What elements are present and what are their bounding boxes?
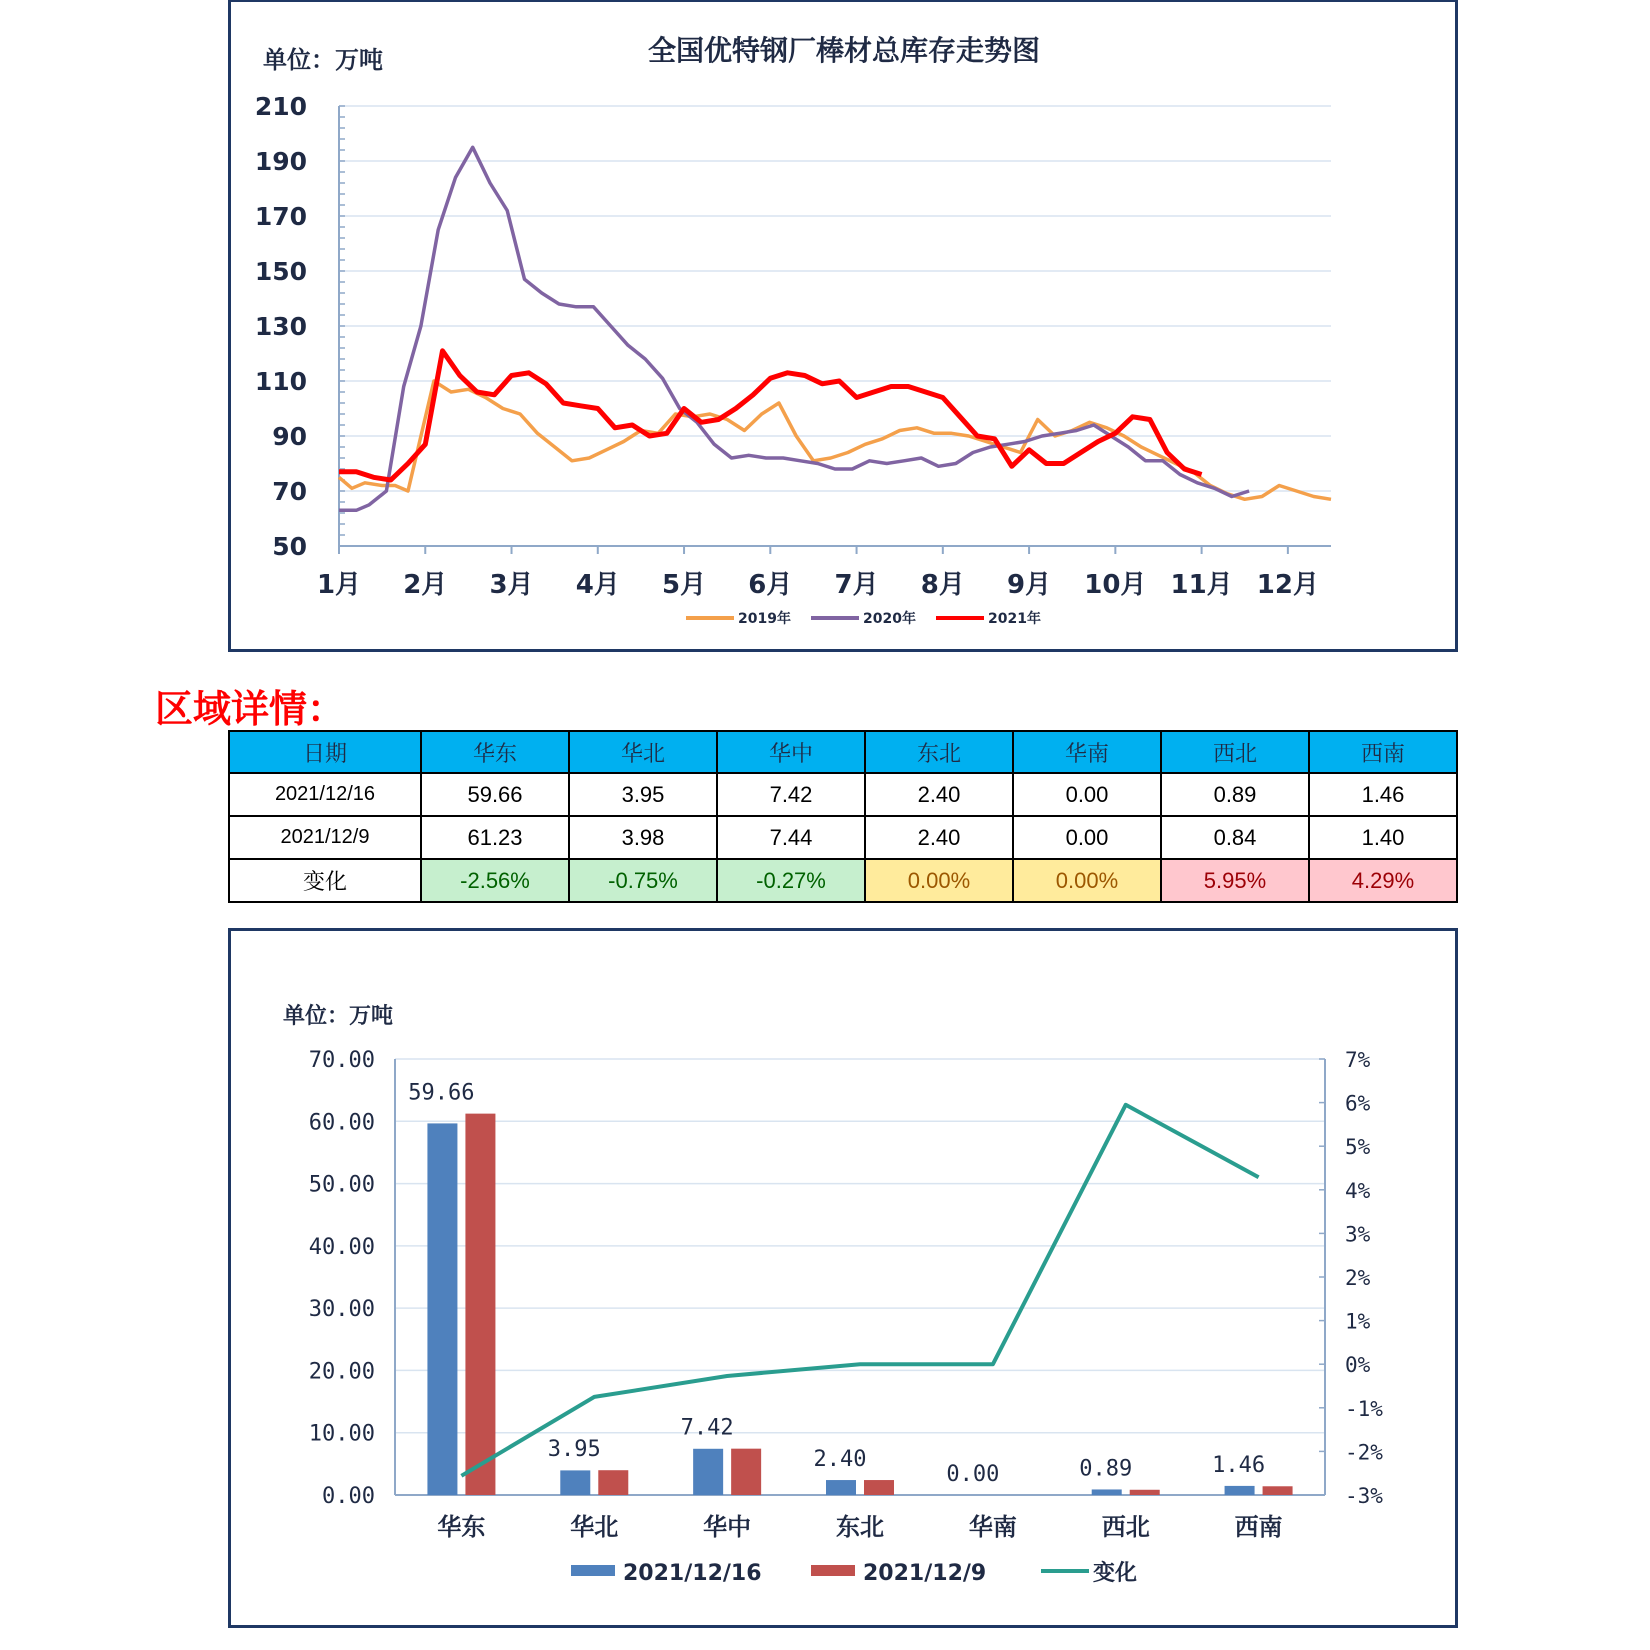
y-tick-label: 0.00 bbox=[322, 1484, 375, 1509]
bar-2021/12/16 bbox=[1092, 1489, 1122, 1495]
x-tick-label: 东北 bbox=[836, 1513, 884, 1541]
legend-label: 变化 bbox=[1093, 1561, 1138, 1586]
y-axis-unit: 单位：万吨 bbox=[283, 1004, 394, 1029]
x-tick-label: 10月 bbox=[1084, 570, 1147, 600]
x-tick-label: 3月 bbox=[489, 570, 534, 600]
series-line-2019年 bbox=[339, 381, 1331, 499]
y2-tick-label: -1% bbox=[1345, 1396, 1383, 1421]
x-tick-label: 5月 bbox=[661, 570, 707, 600]
y-tick-label: 190 bbox=[254, 147, 307, 176]
y-tick-label: 50 bbox=[272, 532, 307, 561]
y-tick-label: 20.00 bbox=[308, 1359, 375, 1385]
series-line-2020年 bbox=[339, 147, 1249, 510]
x-tick-label: 11月 bbox=[1170, 570, 1233, 600]
y-tick-label: 130 bbox=[254, 312, 307, 341]
bar-2021/12/9 bbox=[731, 1449, 761, 1495]
header-region: 西北 bbox=[1161, 731, 1309, 773]
x-tick-label: 12月 bbox=[1256, 570, 1319, 600]
table-cell: 7.44 bbox=[717, 816, 865, 859]
table-cell: 7.42 bbox=[717, 773, 865, 816]
y-tick-label: 60.00 bbox=[308, 1110, 375, 1136]
bar-2021/12/9 bbox=[864, 1480, 894, 1495]
table-cell: 1.46 bbox=[1309, 773, 1457, 816]
x-tick-label: 4月 bbox=[575, 570, 620, 600]
change-cell: -2.56% bbox=[421, 859, 569, 902]
y2-tick-label: 5% bbox=[1345, 1135, 1371, 1160]
header-region: 华东 bbox=[421, 731, 569, 773]
x-tick-label: 7月 bbox=[834, 570, 879, 600]
y2-tick-label: 6% bbox=[1345, 1091, 1371, 1116]
bar-2021/12/16 bbox=[427, 1123, 457, 1495]
legend-label: 2020年 bbox=[863, 611, 916, 627]
bar-2021/12/9 bbox=[598, 1470, 628, 1495]
y2-tick-label: 0% bbox=[1345, 1353, 1371, 1378]
table-row-change bbox=[229, 859, 1457, 902]
bar-2021/12/16 bbox=[826, 1480, 856, 1495]
section-title: 区域详情： bbox=[155, 687, 346, 731]
legend-label: 2021/12/9 bbox=[863, 1561, 987, 1586]
table-cell: 59.66 bbox=[421, 773, 569, 816]
legend-label: 2021年 bbox=[988, 611, 1041, 627]
header-region: 东北 bbox=[865, 731, 1013, 773]
data-label: 59.66 bbox=[408, 1080, 475, 1106]
table-header-row bbox=[229, 731, 1457, 773]
inventory-trend-chart-panel bbox=[228, 0, 1458, 652]
y2-tick-label: -3% bbox=[1345, 1484, 1383, 1508]
header-region: 华南 bbox=[1013, 731, 1161, 773]
change-label: 变化 bbox=[229, 859, 421, 902]
data-label: 3.95 bbox=[547, 1437, 601, 1463]
legend-swatch bbox=[811, 1565, 855, 1576]
y-tick-label: 50.00 bbox=[308, 1172, 375, 1198]
x-tick-label: 华北 bbox=[570, 1513, 619, 1541]
table-cell: 3.98 bbox=[569, 816, 717, 859]
data-label: 1.46 bbox=[1212, 1452, 1266, 1478]
change-cell: 0.00% bbox=[865, 859, 1013, 902]
y2-tick-label: 3% bbox=[1345, 1222, 1371, 1247]
y-tick-label: 90 bbox=[272, 422, 307, 451]
y-tick-label: 30.00 bbox=[308, 1297, 375, 1323]
x-tick-label: 9月 bbox=[1007, 570, 1052, 600]
row-date: 2021/12/16 bbox=[229, 773, 421, 816]
bar-2021/12/16 bbox=[693, 1449, 723, 1495]
y-tick-label: 40.00 bbox=[308, 1234, 375, 1260]
x-tick-label: 华东 bbox=[437, 1513, 486, 1541]
region-bar-chart bbox=[231, 931, 1455, 1625]
change-cell: 0.00% bbox=[1013, 859, 1161, 902]
x-tick-label: 1月 bbox=[316, 570, 362, 600]
table-cell: 2.40 bbox=[865, 773, 1013, 816]
table-cell: 61.23 bbox=[421, 816, 569, 859]
x-tick-label: 华中 bbox=[703, 1513, 752, 1541]
change-cell: 5.95% bbox=[1161, 859, 1309, 902]
change-cell: 4.29% bbox=[1309, 859, 1457, 902]
bar-2021/12/16 bbox=[560, 1470, 590, 1495]
table-cell: 3.95 bbox=[569, 773, 717, 816]
y-tick-label: 70 bbox=[272, 477, 307, 506]
data-label: 0.89 bbox=[1079, 1456, 1133, 1482]
y-tick-label: 150 bbox=[254, 257, 307, 286]
bar-2021/12/9 bbox=[1130, 1490, 1160, 1495]
table-cell: 0.84 bbox=[1161, 816, 1309, 859]
legend-swatch bbox=[571, 1565, 615, 1576]
x-tick-label: 西南 bbox=[1234, 1513, 1283, 1541]
y2-tick-label: -2% bbox=[1345, 1440, 1383, 1465]
chart-title: 全国优特钢厂棒材总库存走势图 bbox=[647, 34, 1041, 67]
table-cell: 2.40 bbox=[865, 816, 1013, 859]
bar-2021/12/16 bbox=[1225, 1486, 1255, 1495]
y-tick-label: 170 bbox=[254, 202, 307, 231]
y2-tick-label: 7% bbox=[1345, 1048, 1371, 1072]
y2-tick-label: 1% bbox=[1345, 1309, 1371, 1334]
legend-label: 2019年 bbox=[738, 611, 791, 627]
table-row bbox=[229, 816, 1457, 859]
data-label: 2.40 bbox=[813, 1447, 867, 1473]
row-date: 2021/12/9 bbox=[229, 816, 421, 859]
y2-tick-label: 4% bbox=[1345, 1178, 1371, 1203]
y-tick-label: 10.00 bbox=[308, 1421, 375, 1447]
table-cell: 1.40 bbox=[1309, 816, 1457, 859]
region-bar-chart-panel bbox=[228, 928, 1458, 1628]
x-tick-label: 6月 bbox=[748, 570, 793, 600]
change-cell: -0.75% bbox=[569, 859, 717, 902]
x-tick-label: 8月 bbox=[920, 570, 965, 600]
x-tick-label: 华南 bbox=[968, 1513, 1017, 1541]
header-region: 华北 bbox=[569, 731, 717, 773]
header-region: 西南 bbox=[1309, 731, 1457, 773]
legend-label: 2021/12/16 bbox=[623, 1561, 762, 1586]
region-detail-table bbox=[228, 730, 1458, 903]
inventory-trend-chart bbox=[231, 2, 1457, 650]
x-tick-label: 2月 bbox=[403, 570, 448, 600]
header-date: 日期 bbox=[229, 731, 421, 773]
y-tick-label: 110 bbox=[254, 367, 307, 396]
change-line bbox=[461, 1105, 1258, 1476]
table-cell: 0.89 bbox=[1161, 773, 1309, 816]
change-cell: -0.27% bbox=[717, 859, 865, 902]
bar-2021/12/9 bbox=[1263, 1486, 1293, 1495]
header-region: 华中 bbox=[717, 731, 865, 773]
table-cell: 0.00 bbox=[1013, 816, 1161, 859]
y-axis-unit: 单位：万吨 bbox=[263, 46, 383, 74]
y-tick-label: 210 bbox=[254, 92, 307, 121]
y-tick-label: 70.00 bbox=[308, 1048, 375, 1073]
table-cell: 0.00 bbox=[1013, 773, 1161, 816]
table-row bbox=[229, 773, 1457, 816]
x-tick-label: 西北 bbox=[1101, 1513, 1150, 1541]
data-label: 7.42 bbox=[680, 1415, 734, 1441]
y2-tick-label: 2% bbox=[1345, 1266, 1371, 1290]
data-label: 0.00 bbox=[946, 1462, 1000, 1487]
series-line-2021年 bbox=[339, 351, 1202, 480]
bar-2021/12/9 bbox=[465, 1114, 495, 1495]
